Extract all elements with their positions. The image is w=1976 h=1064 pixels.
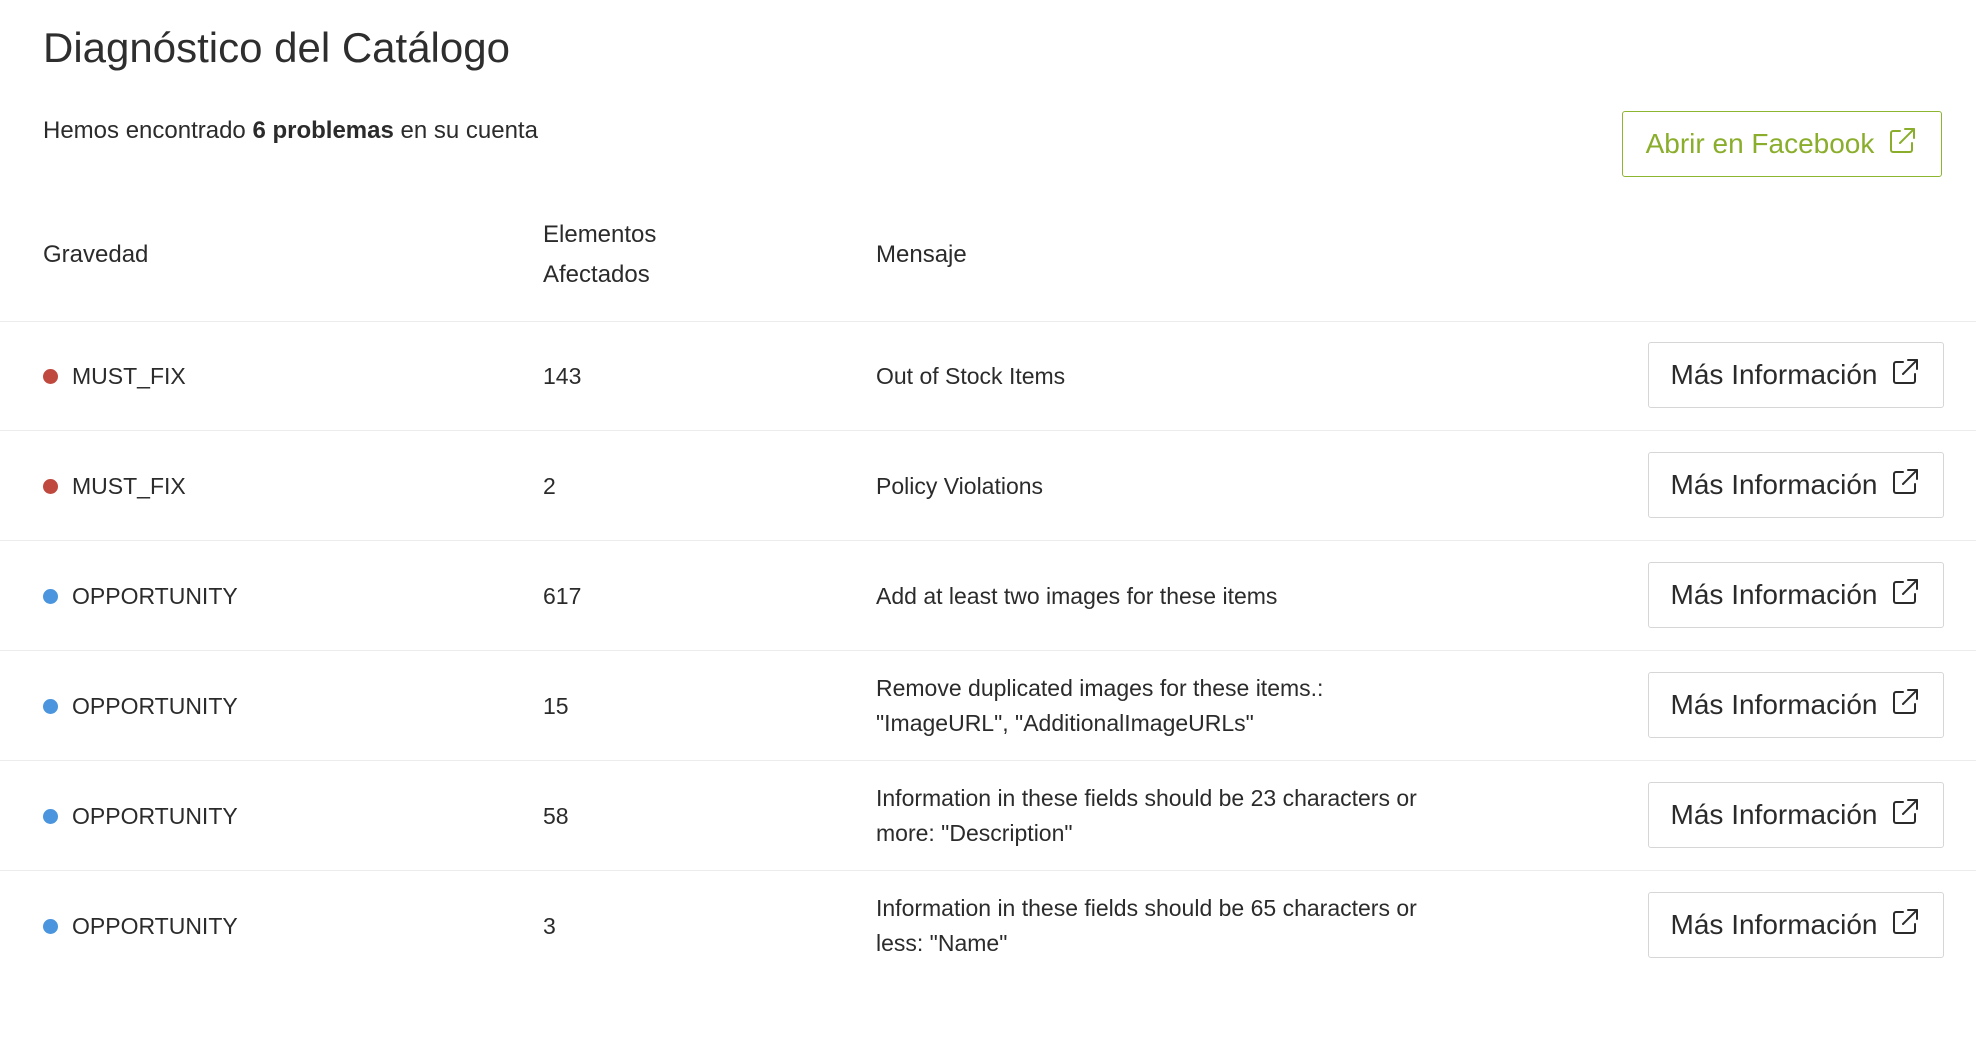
affected-count: 3 (543, 912, 556, 939)
summary-text (43, 114, 538, 148)
more-info-button[interactable] (1648, 672, 1944, 738)
more-info-label: Más Información (1670, 469, 1878, 500)
table-row (0, 321, 1976, 431)
table-row (0, 761, 1976, 871)
more-info-label: Más Información (1670, 579, 1878, 610)
external-link-icon (1889, 906, 1921, 945)
issue-message: Add at least two images for these items (876, 582, 1278, 609)
severity-cell (43, 541, 238, 651)
external-link-icon (1886, 125, 1918, 164)
column-header-message: Mensaje (876, 241, 967, 268)
problem-count: 6 problemas (252, 117, 394, 144)
more-info-label: Más Información (1670, 799, 1878, 830)
table-header (0, 210, 1976, 322)
affected-count: 617 (543, 582, 582, 609)
severity-cell (43, 431, 186, 541)
severity-label: OPPORTUNITY (72, 912, 238, 939)
issue-message: Remove duplicated images for these items.: "ImageURL", "AdditionalImageURLs" (876, 675, 1324, 736)
severity-label: OPPORTUNITY (72, 802, 238, 829)
more-info-label: Más Información (1670, 909, 1878, 940)
external-link-icon (1889, 356, 1921, 395)
severity-label: MUST_FIX (72, 472, 186, 499)
issue-message: Policy Violations (876, 472, 1044, 499)
severity-dot-icon (43, 699, 58, 714)
affected-count: 2 (543, 472, 556, 499)
severity-cell (43, 651, 238, 761)
affected-count: 58 (543, 802, 569, 829)
severity-dot-icon (43, 479, 58, 494)
open-in-facebook-button[interactable] (1622, 111, 1942, 177)
severity-dot-icon (43, 919, 58, 934)
severity-label: OPPORTUNITY (72, 692, 238, 719)
table-row (0, 541, 1976, 651)
affected-count: 15 (543, 692, 569, 719)
external-link-icon (1889, 796, 1921, 835)
more-info-button[interactable] (1648, 892, 1944, 958)
more-info-button[interactable] (1648, 562, 1944, 628)
severity-cell (43, 871, 238, 981)
summary-prefix: Hemos encontrado (43, 117, 253, 144)
column-header-affected: Elementos Afectados (543, 221, 657, 288)
more-info-button[interactable] (1648, 452, 1944, 518)
severity-label: MUST_FIX (72, 362, 186, 389)
table-row (0, 871, 1976, 981)
severity-cell (43, 761, 238, 871)
affected-count: 143 (543, 362, 582, 389)
severity-dot-icon (43, 369, 58, 384)
external-link-icon (1889, 686, 1921, 725)
more-info-label: Más Información (1670, 689, 1878, 720)
summary-suffix: en su cuenta (393, 117, 538, 144)
table-row (0, 651, 1976, 761)
severity-dot-icon (43, 589, 58, 604)
external-link-icon (1889, 576, 1921, 615)
issue-message: Out of Stock Items (876, 362, 1066, 389)
open-in-facebook-label: Abrir en Facebook (1645, 128, 1875, 159)
column-header-severity: Gravedad (43, 241, 149, 268)
issue-message: Information in these fields should be 23 characters or more: "Description" (876, 785, 1417, 846)
more-info-button[interactable] (1648, 782, 1944, 848)
more-info-button[interactable] (1648, 342, 1944, 408)
issues-table-body (0, 321, 1976, 981)
issue-message: Information in these fields should be 65 characters or less: "Name" (876, 895, 1417, 956)
more-info-label: Más Información (1670, 359, 1878, 390)
severity-cell (43, 321, 186, 431)
severity-dot-icon (43, 809, 58, 824)
external-link-icon (1889, 466, 1921, 505)
table-row (0, 431, 1976, 541)
page-title: Diagnóstico del Catálogo (43, 24, 510, 71)
severity-label: OPPORTUNITY (72, 582, 238, 609)
